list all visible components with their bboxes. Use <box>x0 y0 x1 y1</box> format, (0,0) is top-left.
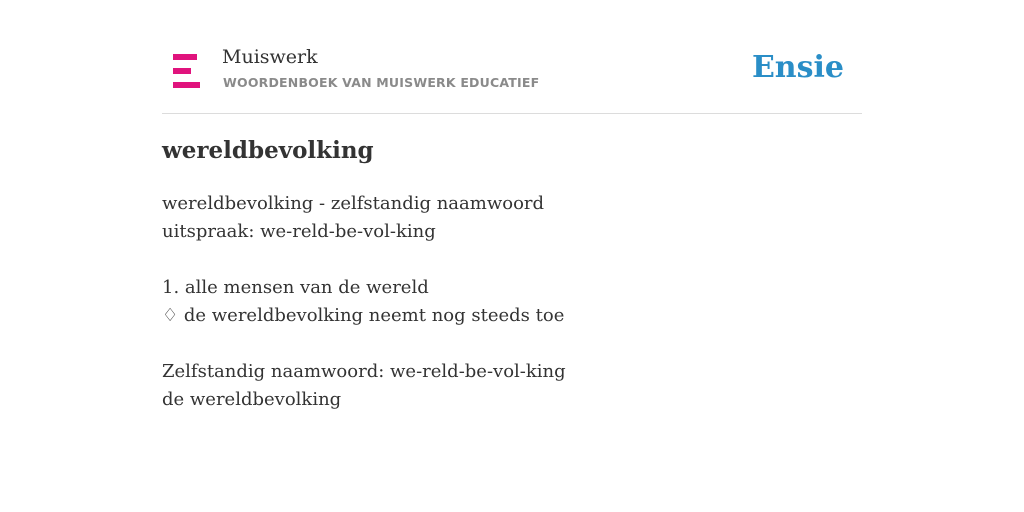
entry-title: wereldbevolking <box>162 137 374 164</box>
muiswerk-logo-icon[interactable] <box>173 54 200 88</box>
entry-spacer <box>162 330 862 358</box>
entry-line-pronunciation: uitspraak: we-reld-be-vol-king <box>162 221 436 242</box>
logo-bar-top <box>173 54 197 60</box>
header <box>162 40 862 114</box>
brand-title[interactable]: Muiswerk <box>222 46 318 68</box>
entry-line-hyphenation: Zelfstandig naamwoord: we-reld-be-vol-king <box>162 361 566 382</box>
entry-line-definition-type: wereldbevolking - zelfstandig naamwoord <box>162 193 545 214</box>
entry-line-article: de wereldbevolking <box>162 389 342 410</box>
logo-bar-bottom <box>173 82 200 88</box>
entry-spacer <box>162 246 862 274</box>
logo-bar-middle <box>173 68 191 74</box>
entry-line-meaning: 1. alle mensen van de wereld <box>162 277 429 298</box>
brand-subtitle: WOORDENBOEK VAN MUISWERK EDUCATIEF <box>223 75 540 90</box>
ensie-logo-link[interactable]: Ensie <box>751 50 844 85</box>
entry-line-example: ♢ de wereldbevolking neemt nog steeds toe <box>162 305 565 326</box>
entry-body <box>162 190 862 414</box>
